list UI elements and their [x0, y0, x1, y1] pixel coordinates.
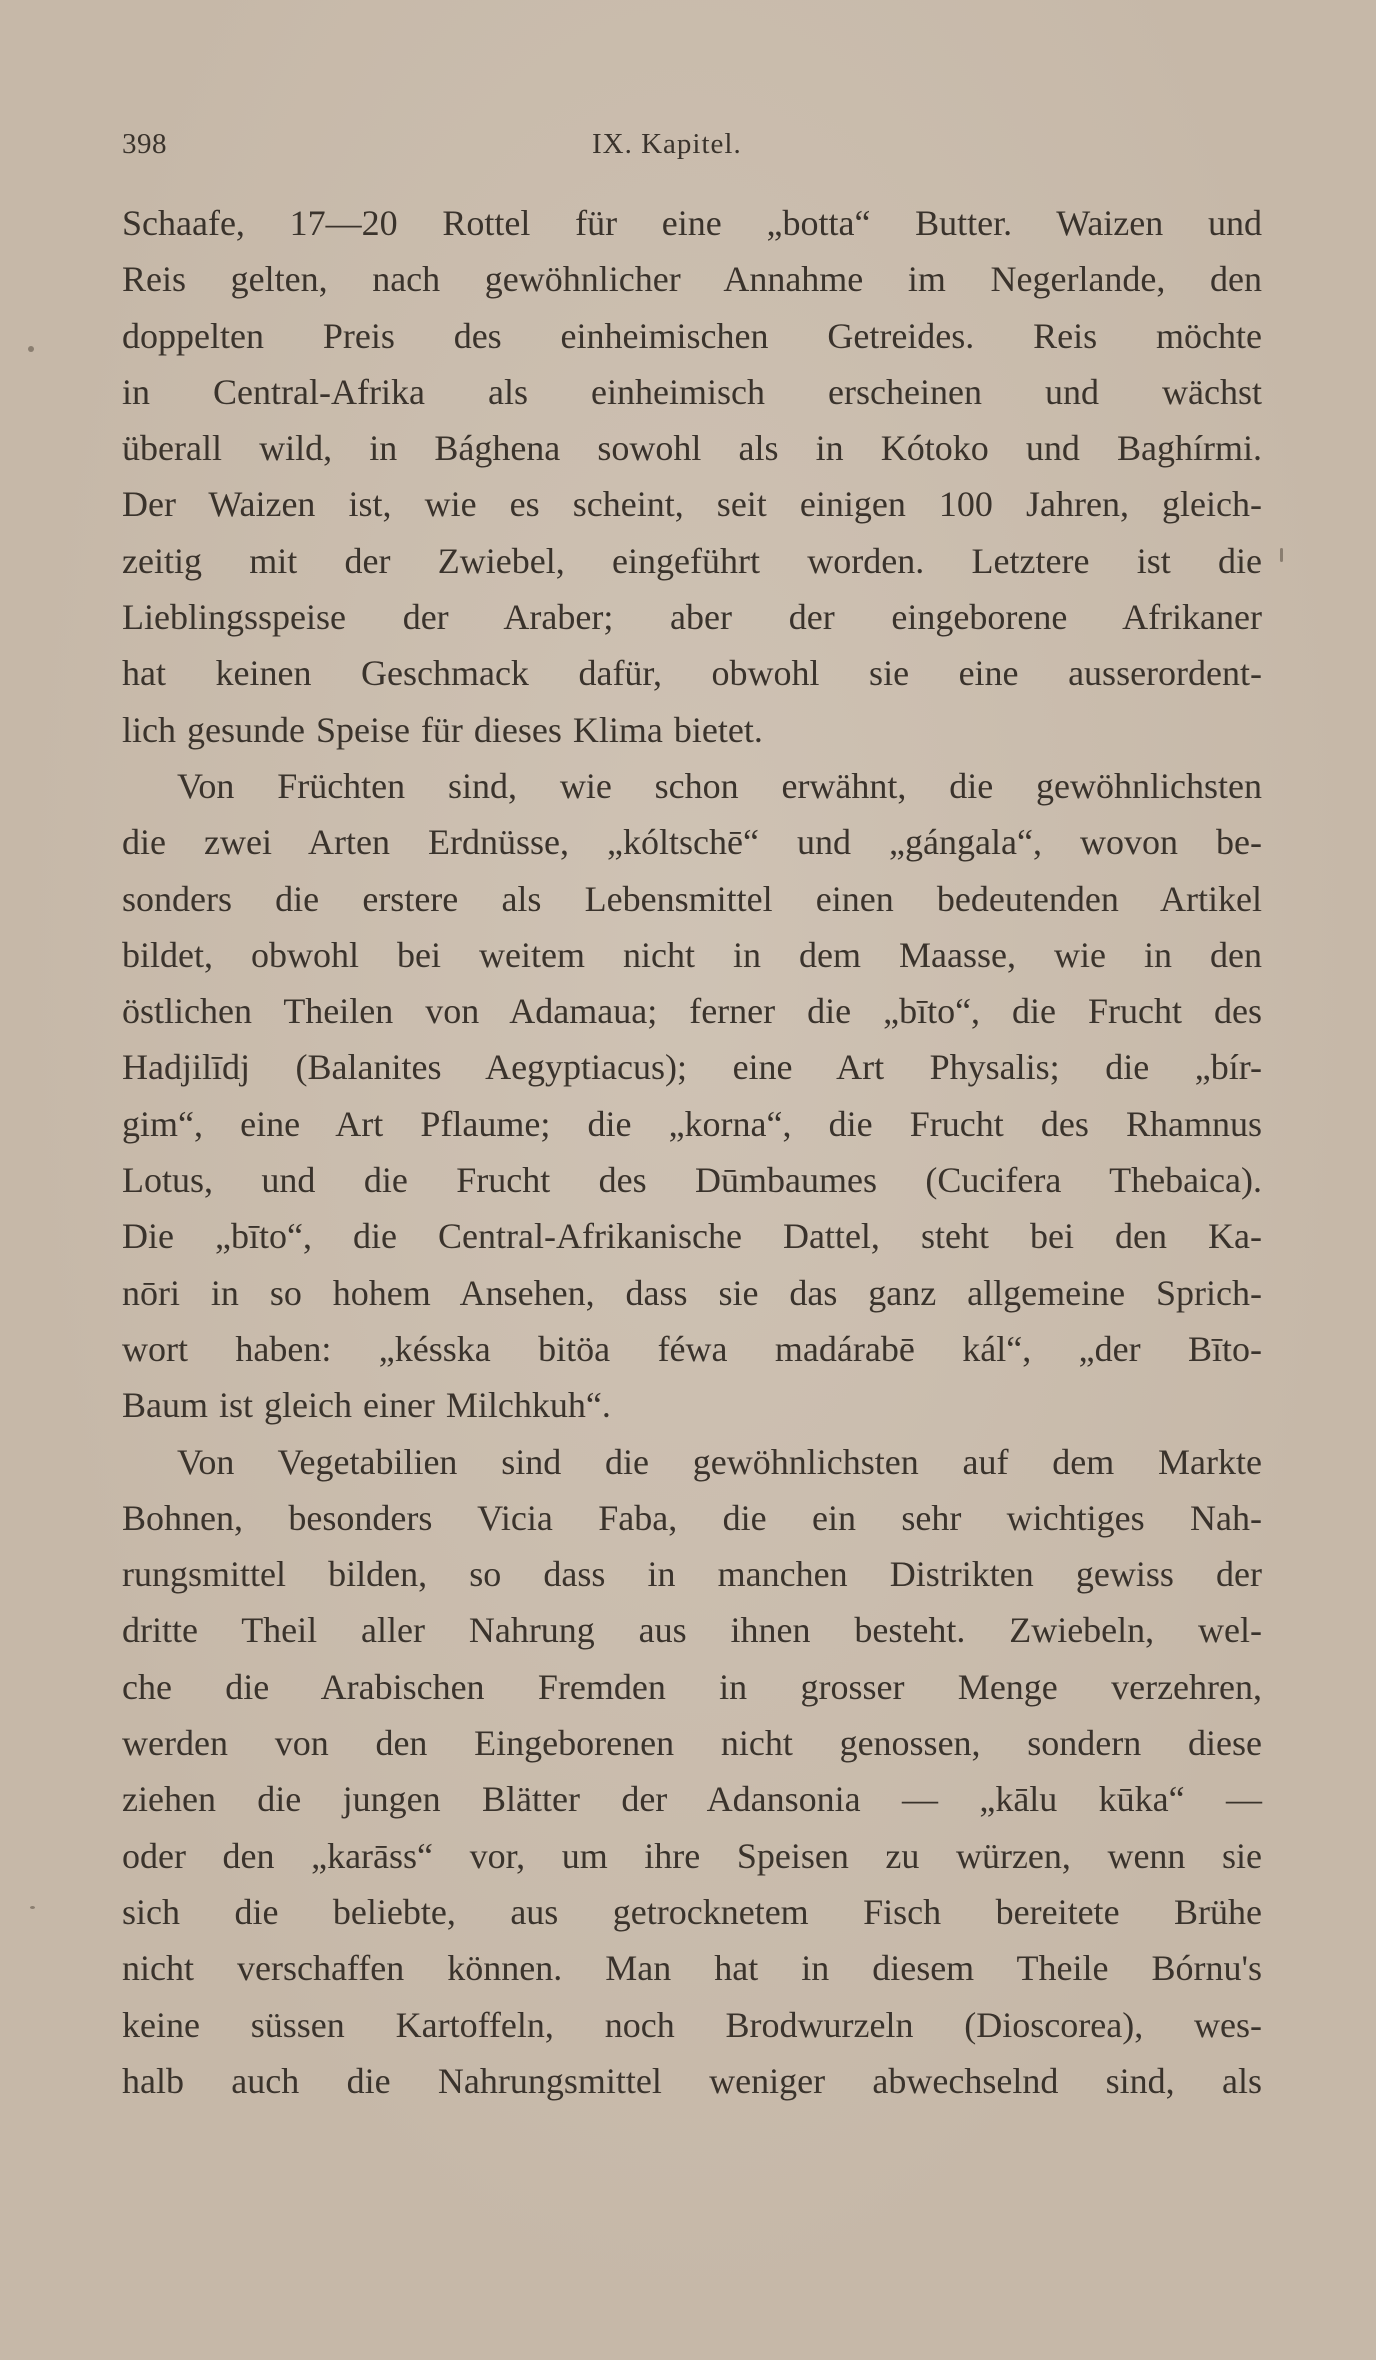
running-head — [122, 128, 1262, 168]
text-line: Lotus, und die Frucht des Dūmbaumes (Cucifera Thebaica). — [122, 1160, 1262, 1201]
text-line: halb auch die Nahrungsmittel weniger abwechselnd sind, als — [122, 2060, 1262, 2101]
page-number: 398 — [122, 128, 167, 160]
paper-speck — [1280, 548, 1283, 562]
text-line: rungsmittel bilden, so dass in manchen Distrikten gewiss der — [122, 1554, 1262, 1595]
text-line: Lieblingsspeise der Araber; aber der eingeborene Afrikaner — [122, 597, 1262, 638]
text-line: Hadjilīdj (Balanites Aegyptiacus); eine Art Physalis; die „bír- — [122, 1047, 1262, 1088]
text-line: oder den „karāss“ vor, um ihre Speisen zu würzen, wenn sie — [122, 1835, 1262, 1876]
text-line: Schaafe, 17—20 Rottel für eine „botta“ Butter. Waizen und — [122, 203, 1262, 243]
text-line: nicht verschaffen können. Man hat in diesem Theile Bórnu's — [122, 1948, 1262, 1989]
text-line: Die „bīto“, die Central-Afrikanische Dattel, steht bei den Ka- — [122, 1216, 1262, 1257]
text-line: Von Früchten sind, wie schon erwähnt, die gewöhnlichsten — [177, 765, 1262, 806]
text-line: Bohnen, besonders Vicia Faba, die ein sehr wichtiges Nah- — [122, 1497, 1262, 1538]
text-line: werden von den Eingeborenen nicht genossen, sondern diese — [122, 1723, 1262, 1764]
text-line: lich gesunde Speise für dieses Klima bietet. — [122, 709, 763, 750]
text-line: ziehen die jungen Blätter der Adansonia — „kālu kūka“ — — [122, 1779, 1262, 1820]
text-line: in Central-Afrika als einheimisch erscheinen und wächst — [122, 371, 1262, 412]
text-line: bildet, obwohl bei weitem nicht in dem Maasse, wie in den — [122, 934, 1262, 975]
text-line: doppelten Preis des einheimischen Getreides. Reis möchte — [122, 315, 1262, 356]
text-line: che die Arabischen Fremden in grosser Menge verzehren, — [122, 1666, 1262, 1707]
text-line: keine süssen Kartoffeln, noch Brodwurzeln (Dioscorea), wes- — [122, 2004, 1262, 2045]
text-line: zeitig mit der Zwiebel, eingeführt worden. Letztere ist die — [122, 540, 1262, 581]
paper-speck — [28, 346, 34, 352]
text-line: die zwei Arten Erdnüsse, „kóltschē“ und „gángala“, wovon be- — [122, 822, 1262, 863]
text-line: Der Waizen ist, wie es scheint, seit einigen 100 Jahren, gleich- — [122, 484, 1262, 525]
text-line: überall wild, in Bághena sowohl als in Kótoko und Baghírmi. — [122, 428, 1262, 469]
text-line: wort haben: „késska bitöa féwa madárabē kál“, „der Bīto- — [122, 1328, 1262, 1369]
body-text — [122, 195, 1262, 2109]
text-line: Baum ist gleich einer Milchkuh“. — [122, 1385, 611, 1426]
text-line: östlichen Theilen von Adamaua; ferner die „bīto“, die Frucht des — [122, 991, 1262, 1032]
text-line: hat keinen Geschmack dafür, obwohl sie eine ausserordent- — [122, 653, 1262, 694]
text-line: sonders die erstere als Lebensmittel einen bedeutenden Artikel — [122, 878, 1262, 919]
text-line: Reis gelten, nach gewöhnlicher Annahme im Negerlande, den — [122, 259, 1262, 300]
chapter-title: IX. Kapitel. — [592, 128, 742, 160]
text-line: Von Vegetabilien sind die gewöhnlichsten auf dem Markte — [177, 1441, 1262, 1482]
text-line: dritte Theil aller Nahrung aus ihnen besteht. Zwiebeln, wel- — [122, 1610, 1262, 1651]
text-line: nōri in so hohem Ansehen, dass sie das ganz allgemeine Sprich- — [122, 1272, 1262, 1313]
text-line: gim“, eine Art Pflaume; die „korna“, die Frucht des Rhamnus — [122, 1103, 1262, 1144]
paper-speck — [30, 1906, 35, 1909]
text-line: sich die beliebte, aus getrocknetem Fisch bereitete Brühe — [122, 1891, 1262, 1932]
